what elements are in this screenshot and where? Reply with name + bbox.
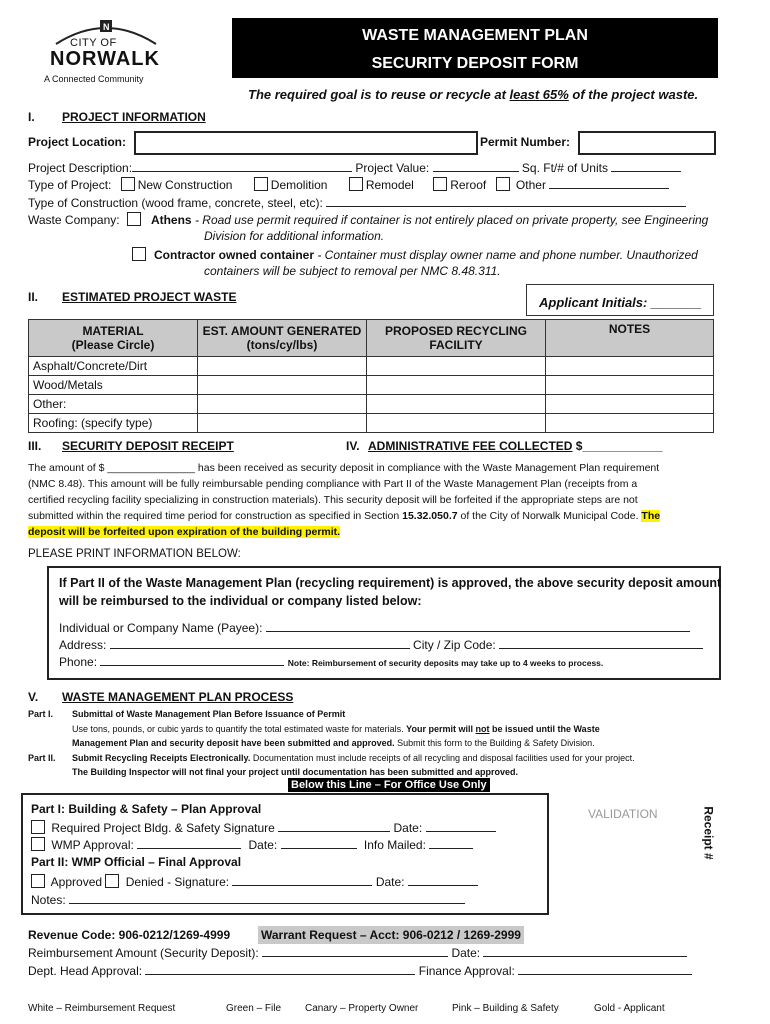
table-row: Roofing: (specify type) xyxy=(29,414,714,433)
denied-checkbox[interactable] xyxy=(105,874,119,888)
section-5-title: WASTE MANAGEMENT PLAN PROCESS xyxy=(62,690,294,704)
col-amount: EST. AMOUNT GENERATED (tons/cy/lbs) xyxy=(198,320,367,357)
reroof-checkbox[interactable] xyxy=(433,177,447,191)
payee-cityzip-field[interactable] xyxy=(499,637,703,649)
section-4-title: ADMINISTRATIVE FEE COLLECTED $____________ xyxy=(368,439,663,453)
project-value-field[interactable] xyxy=(433,160,519,172)
approval-row: Dept. Head Approval: Finance Approval: xyxy=(28,963,692,978)
footer-white: White – Reimbursement Request xyxy=(28,1003,176,1014)
revenue-code: Revenue Code: 906-0212/1269-4999 xyxy=(28,928,231,942)
permit-number-field[interactable] xyxy=(578,131,716,155)
notes-row: Notes: xyxy=(31,892,465,907)
col-notes: NOTES xyxy=(546,320,714,357)
athens-checkbox[interactable] xyxy=(127,212,141,226)
permit-number-label: Permit Number: xyxy=(480,135,571,149)
project-location-label: Project Location: xyxy=(28,135,127,149)
applicant-initials-label: Applicant Initials: _______ xyxy=(539,295,702,310)
section-3-title: SECURITY DEPOSIT RECEIPT xyxy=(62,439,234,453)
wmp-approval-row: WMP Approval: Date: Info Mailed: xyxy=(31,837,473,852)
section-1-number: I. xyxy=(28,110,35,124)
reimbursement-row: Reimbursement Amount (Security Deposit): Date: xyxy=(28,945,687,960)
payee-instruction-2: will be reimbursed to the individual or company listed below: xyxy=(59,594,422,608)
section-1-title: PROJECT INFORMATION xyxy=(62,110,206,124)
other-checkbox[interactable] xyxy=(496,177,510,191)
final-approval-row: Approved Denied - Signature: Date: xyxy=(31,874,478,889)
construction-type-row: Type of Construction (wood frame, concrete, steel, etc): xyxy=(28,195,686,210)
approved-checkbox[interactable] xyxy=(31,874,45,888)
demolition-checkbox[interactable] xyxy=(254,177,268,191)
logo-name: NORWALK xyxy=(50,48,160,70)
svg-text:N: N xyxy=(103,22,110,32)
contractor-note: containers will be subject to removal per NMC 8.48.311. xyxy=(204,264,501,278)
payee-name-row: Individual or Company Name (Payee): xyxy=(59,620,690,635)
logo-tagline: A Connected Community xyxy=(44,74,144,84)
section-5-number: V. xyxy=(28,690,39,704)
office-use-box xyxy=(21,793,549,915)
waste-company-row: Waste Company: Athens - Road use permit required if container is not entirely placed on private property, see Engineering xyxy=(28,213,709,227)
athens-note: Division for additional information. xyxy=(204,229,385,243)
required-signature-row: Required Project Bldg. & Safety Signature Date: xyxy=(31,820,496,835)
deposit-receipt-paragraph: The amount of $ _______________ has been received as security deposit in compliance with the Waste Management Plan requirement (NMC 8.48). This amount will be fully reimbursable pending compliance with Part II of the Waste Management Plan (receipts from a certified recycling facility specializing in construction materials). This security deposit will be forfeited if the appropriate steps are not submitted within the required time period for construction as specified in Section 15.32.050.7 of the City of Norwalk Municipal Code. The deposit will be forfeited upon expiration of the building permit. xyxy=(28,462,661,538)
form-subtitle: SECURITY DEPOSIT FORM xyxy=(371,55,579,72)
other-type-field[interactable] xyxy=(549,177,669,189)
contractor-row: Contractor owned container - Container must display owner name and phone number. Unauthorized xyxy=(132,247,698,262)
payee-phone-field[interactable] xyxy=(100,654,284,666)
payee-instruction-1: If Part II of the Waste Management Plan (recycling requirement) is approved, the above security deposit amount xyxy=(59,576,722,590)
print-instruction: PLEASE PRINT INFORMATION BELOW: xyxy=(28,548,241,560)
form-title-banner xyxy=(232,18,718,78)
table-row: Other: xyxy=(29,395,714,414)
notes-field[interactable] xyxy=(69,892,465,904)
required-signature-checkbox[interactable] xyxy=(31,820,45,834)
footer-gold: Gold - Applicant xyxy=(594,1003,665,1014)
warrant-request: Warrant Request – Acct: 906-0212 / 1269-2999 xyxy=(258,926,524,944)
office-part1-title: Part I: Building & Safety – Plan Approval xyxy=(31,802,262,816)
payee-address-row: Address: City / Zip Code: xyxy=(59,637,703,652)
payee-name-field[interactable] xyxy=(266,620,690,632)
section-2-number: II. xyxy=(28,290,39,304)
form-title: WASTE MANAGEMENT PLAN xyxy=(362,27,588,44)
section-3-number: III. xyxy=(28,439,42,453)
payee-phone-row: Phone: Note: Reimbursement of security deposits may take up to 4 weeks to process. xyxy=(59,655,604,669)
section-4-number: IV. xyxy=(346,439,360,453)
validation-label: VALIDATION xyxy=(588,807,658,821)
section-2-title: ESTIMATED PROJECT WASTE xyxy=(62,290,237,304)
applicant-initials-box[interactable] xyxy=(526,284,714,316)
wmp-approval-checkbox[interactable] xyxy=(31,837,45,851)
receipt-number-label: Receipt # xyxy=(701,806,716,860)
construction-type-field[interactable] xyxy=(326,195,686,207)
sqft-units-field[interactable] xyxy=(611,160,681,172)
process-steps: Part I. Submittal of Waste Management Plan Before Issuance of Permit Use tons, pounds, or cubic yards to quantify the total estimated waste for materials. Your permit will not be issued until the Waste Management Plan and security deposit have been submitted and approved. Submit this form to the Building & Safety Division. Part II. Submit Recycling Receipts Electronically. Documentation must include receipts of all recycling and disposal facilities used for your project. The Building Inspector will not final your project until documentation has been submitted and approved. xyxy=(28,709,635,777)
finance-approval-field[interactable] xyxy=(518,963,692,975)
footer-canary: Canary – Property Owner xyxy=(305,1003,419,1014)
waste-table xyxy=(28,319,714,433)
reimbursement-note: Note: Reimbursement of security deposits may take up to 4 weeks to process. xyxy=(287,658,604,668)
payee-box xyxy=(47,566,721,680)
project-type-row: Type of Project: New Construction Demolition Remodel Reroof Other xyxy=(28,177,669,192)
table-row: Wood/Metals xyxy=(29,376,714,395)
col-material: MATERIAL (Please Circle) xyxy=(29,320,198,357)
footer-green: Green – File xyxy=(226,1003,282,1014)
office-use-banner: Below this Line – For Office Use Only xyxy=(288,778,490,792)
office-part2-title: Part II: WMP Official – Final Approval xyxy=(31,855,242,869)
footer-pink: Pink – Building & Safety xyxy=(452,1003,559,1014)
logo-city-of: CITY OF xyxy=(70,37,117,49)
project-description-field[interactable] xyxy=(132,160,352,172)
table-row: Asphalt/Concrete/Dirt xyxy=(29,357,714,376)
dept-head-field[interactable] xyxy=(145,963,415,975)
payee-address-field[interactable] xyxy=(110,637,410,649)
col-facility: PROPOSED RECYCLING FACILITY xyxy=(367,320,546,357)
city-logo xyxy=(28,18,178,88)
reimbursement-date-field[interactable] xyxy=(483,945,687,957)
reimbursement-amount-field[interactable] xyxy=(262,945,448,957)
remodel-checkbox[interactable] xyxy=(349,177,363,191)
project-description-row: Project Description: Project Value: Sq. Ft/# of Units xyxy=(28,160,681,175)
new-construction-checkbox[interactable] xyxy=(121,177,135,191)
goal-statement: The required goal is to reuse or recycle at least 65% of the project waste. xyxy=(248,87,699,102)
project-location-field[interactable] xyxy=(134,131,478,155)
contractor-checkbox[interactable] xyxy=(132,247,146,261)
